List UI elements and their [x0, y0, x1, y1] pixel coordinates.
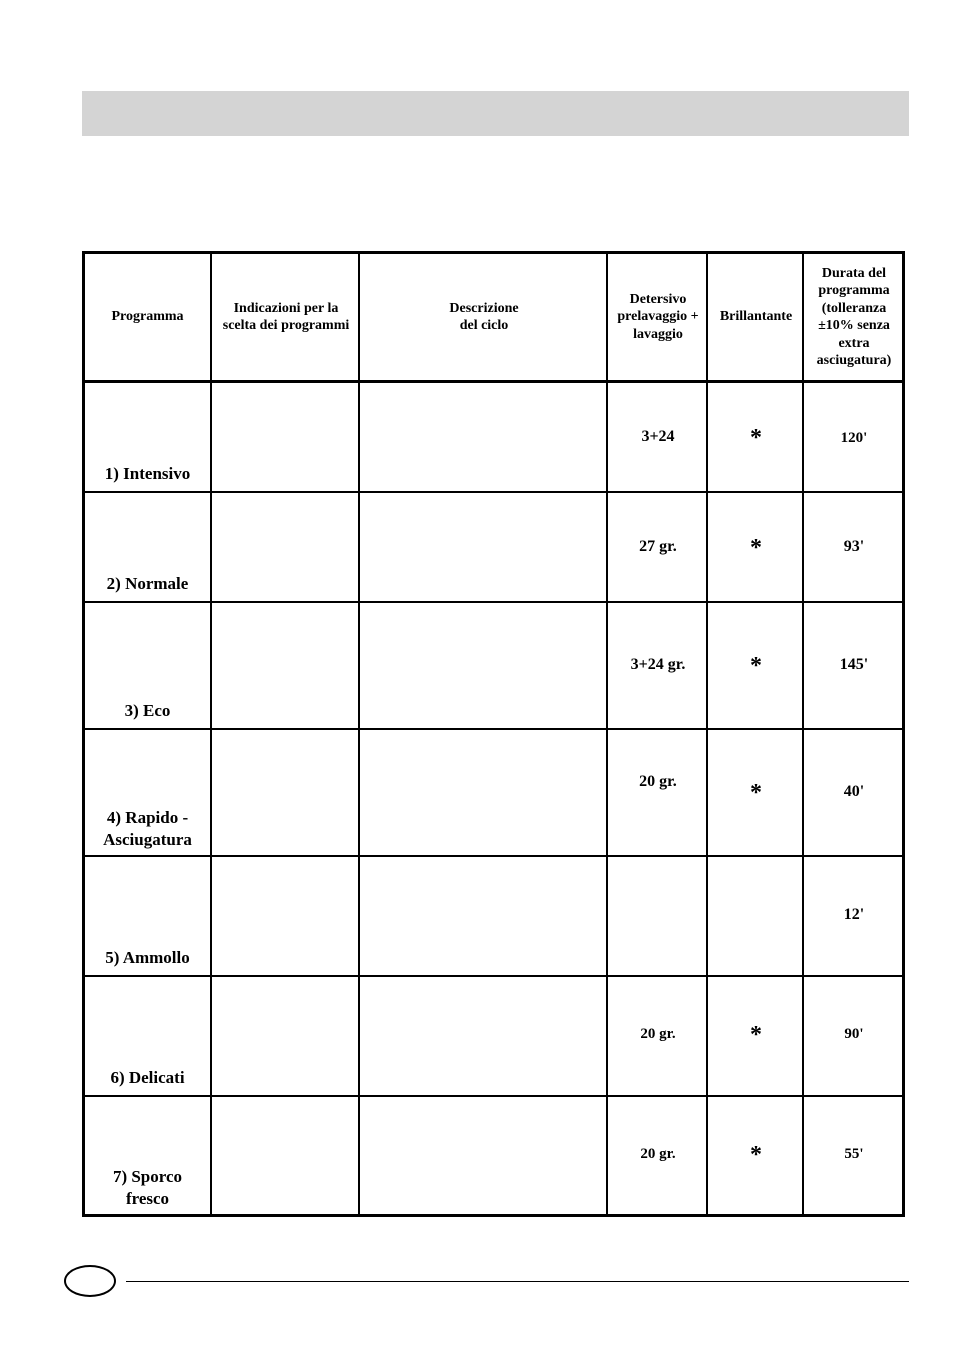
durata-value: 93' [843, 538, 865, 555]
programs-table [82, 251, 905, 1217]
column-divider [210, 254, 212, 1214]
column-divider [802, 254, 804, 1214]
program-name: 4) Rapido - Asciugatura [103, 807, 192, 849]
program-name: 1) Intensivo [104, 463, 191, 483]
header-programma: Programma [111, 309, 184, 325]
brillantante-mark: * [750, 780, 762, 806]
brillantante-mark: * [750, 535, 762, 561]
column-divider [706, 254, 708, 1214]
header-descrizione: Descrizione del ciclo [449, 300, 519, 333]
page-number-oval [64, 1265, 116, 1297]
column-divider [606, 254, 608, 1214]
header-indicazioni: Indicazioni per la scelta dei programmi [222, 300, 350, 333]
column-divider [358, 254, 360, 1214]
detersivo-value [610, 857, 706, 975]
durata-value: 90' [844, 1026, 864, 1042]
header-detersivo: Detersivo prelavaggio + lavaggio [617, 291, 699, 342]
durata-value: 145' [839, 656, 869, 673]
brillantante-mark: * [750, 425, 762, 451]
program-name: 2) Normale [106, 573, 189, 593]
durata-value: 120' [840, 430, 868, 446]
detersivo-value: 3+24 gr. [630, 656, 686, 673]
header-brillantante: Brillantante [719, 309, 793, 325]
brillantante-mark: * [750, 1022, 762, 1048]
detersivo-value: 20 gr. [639, 773, 677, 790]
header-durata: Durata del programma (tolleranza ±10% senza extra asciugatura) [816, 265, 892, 368]
program-name: 7) Sporco fresco [112, 1166, 183, 1208]
brillantante-mark: * [750, 1142, 762, 1168]
detersivo-value: 3+24 [641, 428, 675, 445]
durata-value: 12' [843, 906, 865, 923]
program-name: 3) Eco [124, 700, 171, 720]
detersivo-value: 20 gr. [640, 1146, 676, 1162]
durata-value: 40' [843, 783, 865, 800]
program-name: 6) Delicati [110, 1067, 185, 1087]
durata-value: 55' [844, 1146, 864, 1162]
brillantante-mark: * [750, 653, 762, 679]
detersivo-value: 27 gr. [639, 538, 677, 555]
brillantante-mark [710, 857, 802, 975]
detersivo-value: 20 gr. [640, 1026, 676, 1042]
section-header-bar [82, 91, 909, 136]
program-name: 5) Ammollo [105, 947, 190, 967]
footer-rule [126, 1281, 909, 1282]
